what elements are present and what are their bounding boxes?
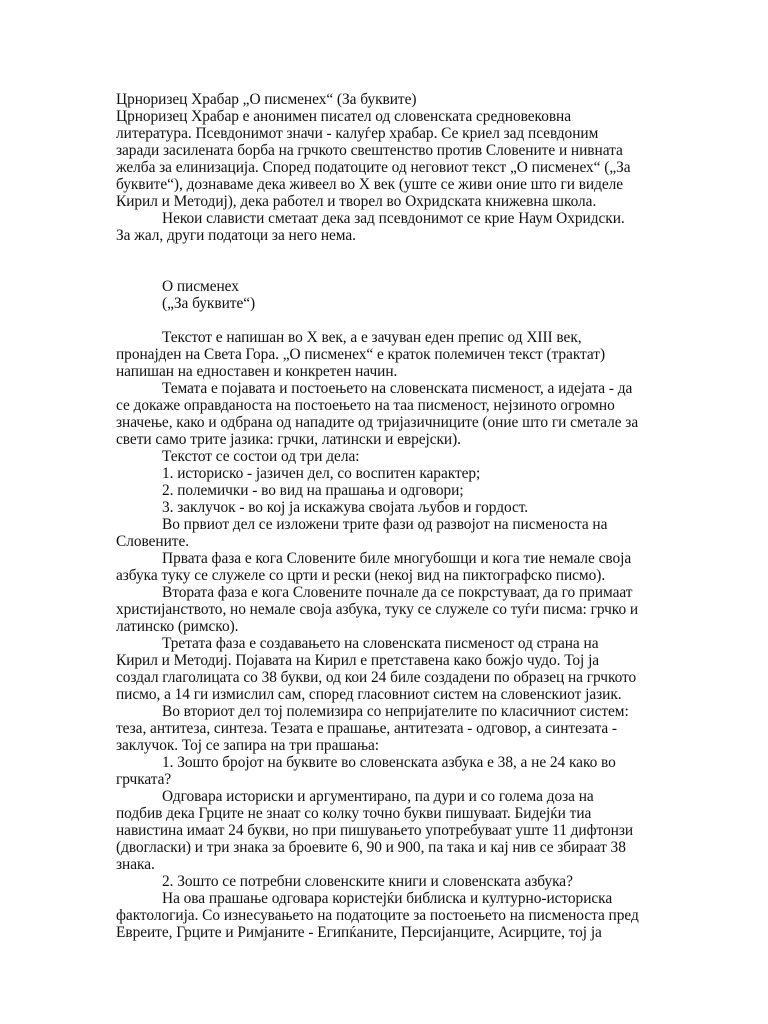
text-line: Во вториот дел тој полемизира со непријателите по класичниот систем:	[162, 703, 629, 720]
text-line: напишан на едноставен и конкретен начин.	[116, 363, 398, 380]
text-line: Некои слависти сметаат дека зад псевдонимот се крие Наум Охридски.	[162, 210, 625, 227]
text-line: Темата е појавата и постоењето на словенската писменост, а идејата - да	[162, 380, 633, 397]
text-line: создал глаголицата со 38 букви, од кои 24 биле создадени по образец на грчкото	[116, 669, 637, 686]
list-item: 3. заклучок - во кој ја искажува својата љубов и гордост.	[162, 499, 529, 516]
text-line: заради засилената борба на грчкото свештенство против Словените и нивната	[116, 142, 623, 159]
text-line: Црноризец Храбар е анонимен писател од словенската средновековна	[116, 108, 572, 125]
list-item: 2. полемички - во вид на прашања и одговори;	[162, 482, 464, 499]
text-line: навистина имаат 24 букви, но при пишувањето употребуваат уште 11 дифтонзи	[116, 822, 634, 839]
text-line: За жал, други податоци за него нема.	[116, 227, 356, 244]
list-item: 1. Зошто бројот на буквите во словенската азбука е 38, а не 24 како во	[162, 754, 616, 771]
text-line: пронајден на Света Гора. „О писменех“ е краток полемичен текст (трактат)	[116, 346, 606, 363]
document-title: Црноризец Храбар „О писменех“ (За буквите)	[116, 91, 417, 108]
text-line: Текстот е напишан во X век, а е зачуван еден препис од XIII век,	[162, 329, 582, 346]
text-line: Текстот се состои од три дела:	[162, 448, 360, 465]
text-line: литература. Псевдонимот значи - калуѓер храбар. Се криел зад псевдоним	[116, 125, 599, 142]
list-item: 2. Зошто се потребни словенските книги и словенската азбука?	[162, 873, 573, 890]
text-line: се докаже оправданоста на постоењето на таа писменост, нејзиното огромно	[116, 397, 615, 414]
text-line: значење, како и одбрана од нападите од тријазичниците (оние што ги сметале за	[116, 414, 639, 431]
text-line: буквите“), дознаваме дека живеел во X век (уште се живи оние што ги виделе	[116, 176, 624, 193]
text-line: Евреите, Грците и Римјаните - Египќаните, Персијанците, Асирците, тој ја	[116, 924, 602, 941]
section-heading: О писменех	[162, 278, 239, 295]
text-line: Кирил и Методиј. Појавата на Кирил е претставена како божјо чудо. Тој ја	[116, 652, 600, 669]
text-line: азбука туку се служеле со црти и рески (некој вид на пиктографско писмо).	[116, 567, 606, 584]
text-line: свети само трите јазика: грчки, латински и еврејски).	[116, 431, 461, 448]
section-subheading: („За буквите“)	[162, 295, 256, 312]
text-line: Словените.	[116, 533, 190, 550]
text-line: Одговара историски и аргументирано, па дури и со голема доза на	[162, 788, 594, 805]
text-line: латинско (римско).	[116, 618, 239, 635]
text-line: подбив дека Грците не знаат со колку точно букви пишуваат. Бидејќи тиа	[116, 805, 592, 822]
text-line: теза, антитеза, синтеза. Тезата е прашање, антитезата - одговор, а синтезата -	[116, 720, 617, 737]
text-line: Кирил и Методиј), дека работел и творел во Охридската книжевна школа.	[116, 193, 597, 210]
text-line: Во првиот дел се изложени трите фази од развојот на писменоста на	[162, 516, 608, 533]
text-line: Втората фаза е кога Словените почнале да се покрстуваат, да го примаат	[162, 584, 633, 601]
text-line: Првата фаза е кога Словените биле многубошци и кога тие немале своја	[162, 550, 632, 567]
list-item: 1. историско - јазичен дел, со воспитен карактер;	[162, 465, 481, 482]
text-line: (двогласки) и три знака за броевите 6, 90 и 900, па така и кај нив се збираат 38	[116, 839, 626, 856]
text-line: желба за елинизација. Според податоците од неговиот текст „О писменех“ („За	[116, 159, 631, 176]
text-line: христијанството, но немале своја азбука, туку се служеле со туѓи писма: грчко и	[116, 601, 639, 618]
text-line: писмо, а 14 ги измислил сам, според гласовниот систем на словенскиот јазик.	[116, 686, 622, 703]
text-line: грчката?	[116, 771, 172, 788]
text-line: Третата фаза е создавањето на словенската писменост од страна на	[162, 635, 599, 652]
text-line: заклучок. Тој се запира на три прашања:	[116, 737, 380, 754]
text-line: На ова прашање одговара користејќи библиска и културно-историска	[162, 890, 613, 907]
text-line: фактологија. Со изнесувањето на податоците за постоењето на писменоста пред	[116, 907, 639, 924]
text-line: знака.	[116, 856, 155, 873]
